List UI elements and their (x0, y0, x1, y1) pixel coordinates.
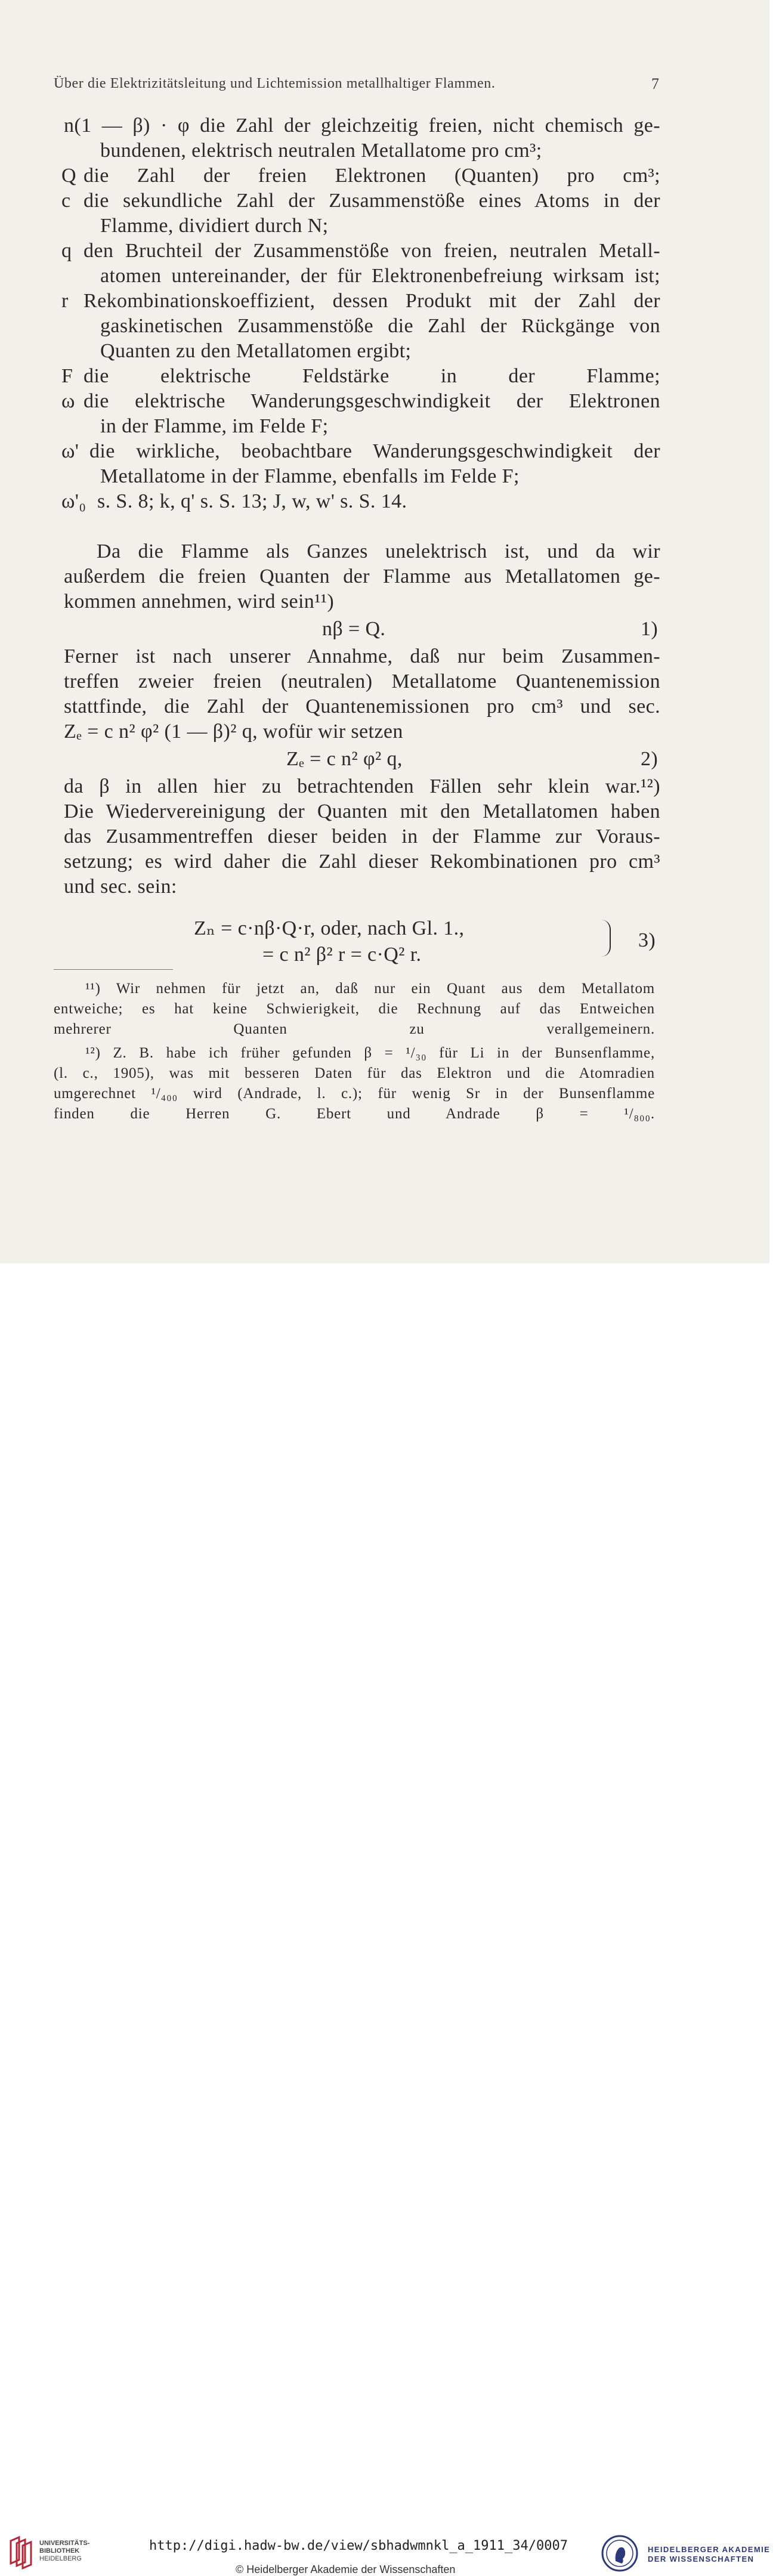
equation-1-label: 1) (641, 618, 659, 640)
definition-symbol: ω (61, 390, 75, 412)
paragraph-line: und sec. sein: (64, 876, 177, 898)
equation-3-line2: = c n² β² r = c·Q² r. (262, 944, 422, 966)
definition-symbol: q (61, 240, 72, 262)
paragraph-line: setzung; es wird daher die Zahl dieser Rekombinationen pro cm³ (64, 851, 660, 873)
paragraph-line: Zₑ = c n² φ² (1 — β)² q, wofür wir setzen (64, 720, 403, 743)
permalink[interactable]: http://digi.hadw-bw.de/view/sbhadwmnkl_a_1911_34/0007 (149, 2538, 568, 2553)
paragraph-line: Da die Flamme als Ganzes unelektrisch ist, und da wir (97, 540, 660, 562)
definition-text-cont: gaskinetischen Zusammenstöße die Zahl der Rückgänge von (100, 315, 660, 337)
definition-text: s. S. 8; k, q' s. S. 13; J, w, w' s. S. 14. (97, 490, 407, 512)
definition-symbol: Q (61, 165, 76, 187)
definition-n-line1: n(1 — β) · φ die Zahl der gleichzeitig freien, nicht chemisch ge- (64, 115, 660, 137)
footnote-12-line: finden die Herren G. Ebert und Andrade β = ¹/₈₀₀. (54, 1106, 655, 1122)
paragraph-line: stattfinde, die Zahl der Quantenemissionen pro cm³ und sec. (64, 695, 660, 718)
definition-symbol: r (61, 290, 69, 312)
equation-3-line1: Zₙ = c·nβ·Q·r, oder, nach Gl. 1., (194, 917, 465, 939)
definition-text-cont: in der Flamme, im Felde F; (100, 415, 329, 437)
scanned-page (0, 0, 769, 1263)
definition-text: die elektrische Feldstärke in der Flamme; (84, 365, 660, 387)
definition-text-cont: Quanten zu den Metallatomen ergibt; (100, 340, 412, 362)
paragraph-line: Die Wiedervereinigung der Quanten mit den Metallatomen haben (64, 800, 660, 822)
library-logo-icon (8, 2536, 35, 2569)
equation-2-label: 2) (641, 748, 659, 770)
paragraph-line: das Zusammentreffen dieser beiden in der Flamme zur Voraus- (64, 825, 660, 848)
paragraph-line: da β in allen hier zu betrachtenden Fällen sehr klein war.¹²) (64, 775, 660, 797)
definition-text: den Bruchteil der Zusammenstöße von freien, neutralen Metall- (84, 240, 660, 262)
footnote-12-line: ¹²) Z. B. habe ich früher gefunden β = ¹/₃₀ für Li in der Bunsenflamme, (85, 1045, 655, 1061)
definition-text-cont: Flamme, dividiert durch N; (100, 215, 329, 237)
academy-seal-icon (601, 2535, 638, 2572)
footnote-11-line: ¹¹) Wir nehmen für jetzt an, daß nur ein Quant aus dem Metallatom (85, 981, 655, 997)
equation-3-label: 3) (638, 929, 656, 951)
page-number: 7 (651, 75, 660, 92)
paragraph-line: kommen annehmen, wird sein¹¹) (64, 590, 335, 613)
paragraph-line: treffen zweier freien (neutralen) Metallatome Quantenemission (64, 670, 660, 692)
definition-symbol: F (61, 365, 73, 387)
definition-symbol: ω' (61, 440, 79, 462)
definition-text: die elektrische Wanderungsgeschwindigkeit der Elektronen (84, 390, 660, 412)
definition-text-cont: Metallatome in der Flamme, ebenfalls im Felde F; (100, 465, 520, 487)
footnote-12-line: umgerechnet ¹/₄₀₀ wird (Andrade, l. c.); für wenig Sr in der Bunsenflamme (54, 1086, 655, 1102)
footnote-11-line: mehrerer Quanten zu verallgemeinern. (54, 1021, 655, 1037)
running-title: Über die Elektrizitätsleitung und Lichtemission metallhaltiger Flammen. (54, 76, 496, 91)
library-name: UNIVERSITÄTS- BIBLIOTHEK HEIDELBERG (39, 2540, 90, 2562)
academy-name: HEIDELBERGER AKADEMIE DER WISSENSCHAFTEN (648, 2545, 771, 2563)
definition-text: Rekombinationskoeffizient, dessen Produkt mit der Zahl der (84, 290, 660, 312)
footnote-11-line: entweiche; es hat keine Schwierigkeit, die Rechnung auf das Entweichen (54, 1001, 655, 1017)
definition-symbol: ω'₀ (61, 490, 86, 512)
copyright-notice: © Heidelberger Akademie der Wissenschaften (236, 2563, 456, 2575)
paragraph-line: außerdem die freien Quanten der Flamme aus Metallatomen ge- (64, 565, 660, 587)
brace-symbol (601, 920, 611, 957)
definition-symbol: c (61, 190, 71, 212)
definition-text: die wirkliche, beobachtbare Wanderungsgeschwindigkeit der (89, 440, 660, 462)
footnote-rule (54, 969, 173, 970)
equation-2: Zₑ = c n² φ² q, (286, 748, 403, 770)
paragraph-line: Ferner ist nach unserer Annahme, daß nur beim Zusammen- (64, 645, 660, 667)
definition-n-line2: bundenen, elektrisch neutralen Metallatome pro cm³; (100, 140, 542, 162)
equation-1: nβ = Q. (322, 618, 386, 640)
definition-text: die Zahl der freien Elektronen (Quanten) pro cm³; (84, 165, 660, 187)
definition-text-cont: atomen untereinander, der für Elektronenbefreiung wirksam ist; (100, 265, 660, 287)
footnote-12-line: (l. c., 1905), was mit besseren Daten für das Elektron und die Atomradien (54, 1065, 655, 1081)
viewer-footer (0, 1263, 779, 2575)
definition-text: die sekundliche Zahl der Zusammenstöße eines Atoms in der (84, 190, 660, 212)
